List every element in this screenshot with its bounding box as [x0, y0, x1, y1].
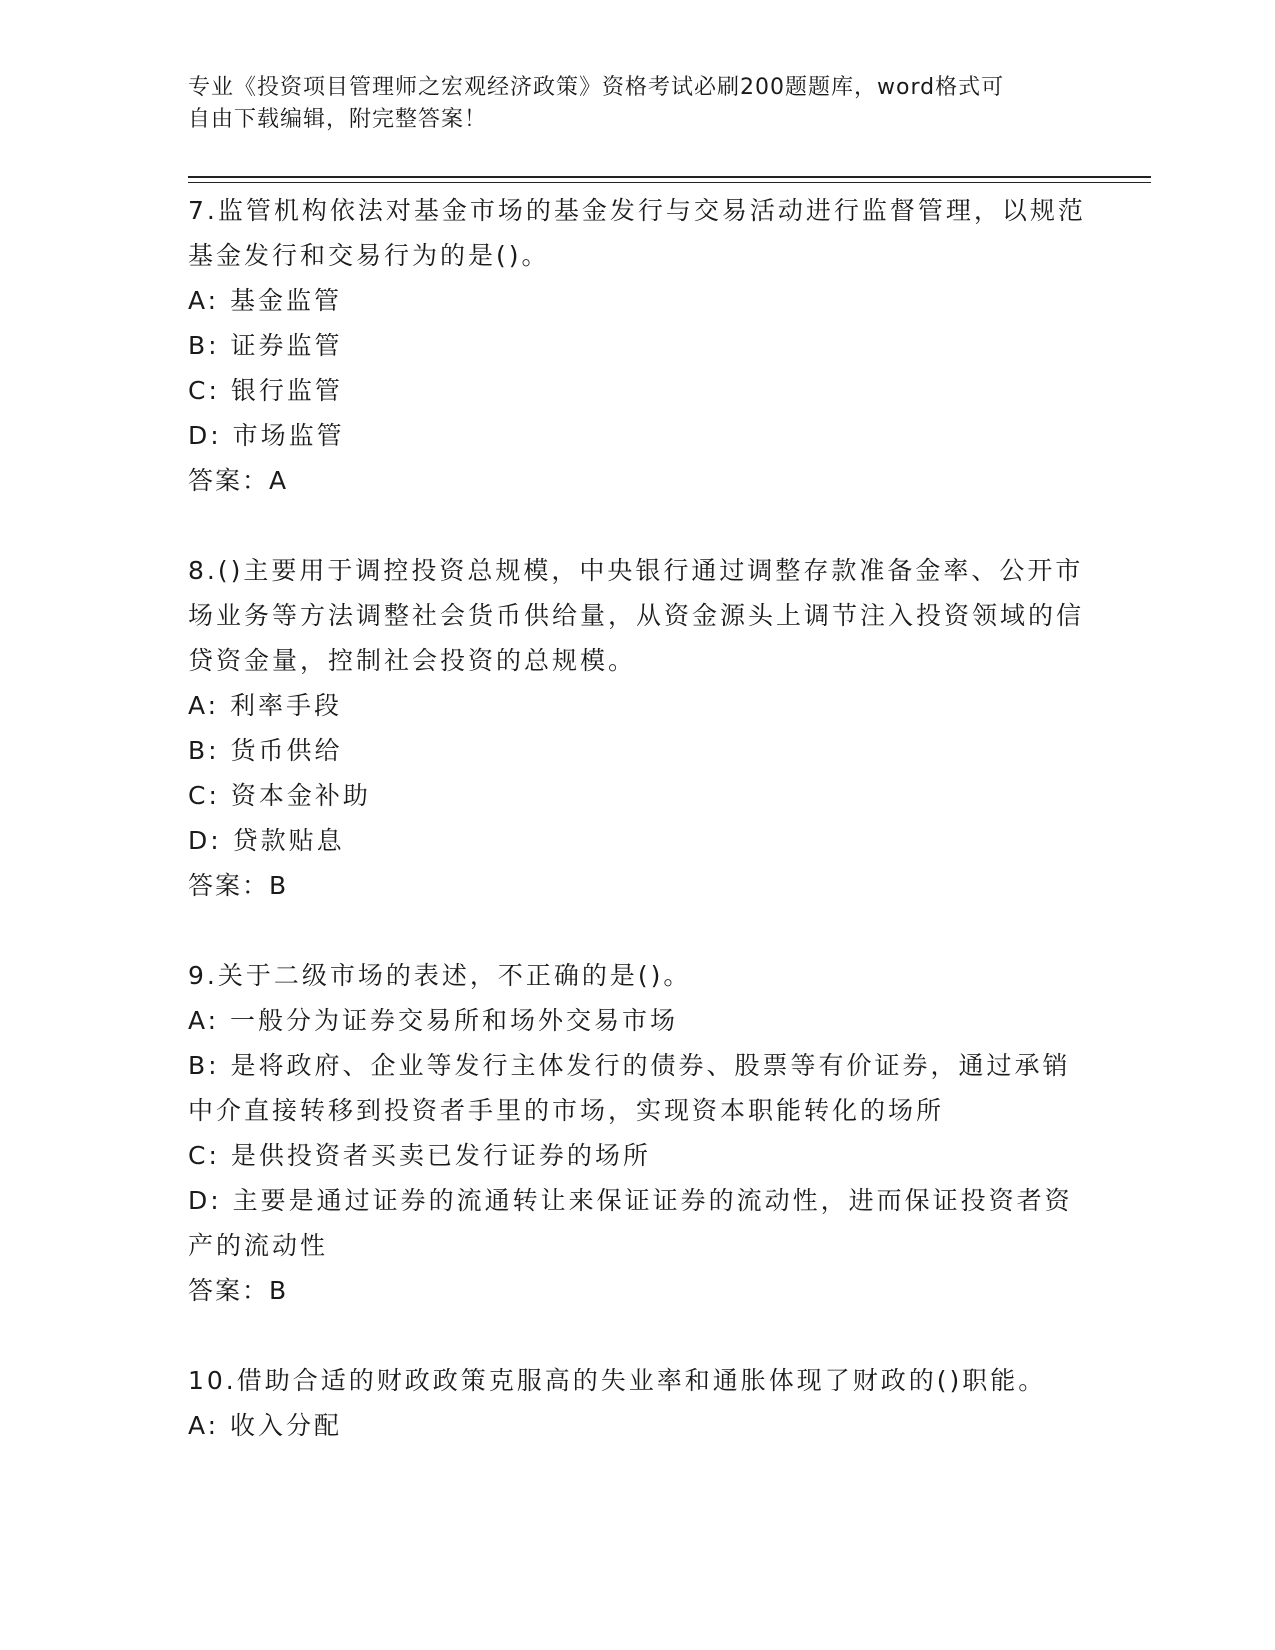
question-8 — [188, 548, 1088, 908]
question-7 — [188, 188, 1088, 503]
option-text: 证券监管 — [230, 331, 343, 360]
option-label: A: — [188, 1006, 220, 1035]
option-text: 一般分为证券交易所和场外交易市场 — [230, 1006, 679, 1035]
option-label: B: — [188, 1051, 220, 1080]
header-divider-thick — [188, 176, 1151, 178]
option-a — [188, 278, 1088, 323]
option-c — [188, 773, 1088, 818]
option-text: 主要是通过证券的流通转让来保证证券的流动性，进而保证投资者资产的流动性 — [188, 1186, 1073, 1260]
question-number: 9. — [188, 961, 218, 990]
option-b — [188, 728, 1088, 773]
option-a — [188, 998, 1088, 1043]
answer-value: B — [269, 871, 288, 900]
question-number: 10. — [188, 1366, 237, 1395]
option-label: A: — [188, 691, 220, 720]
option-text: 是供投资者买卖已发行证券的场所 — [230, 1141, 651, 1170]
option-b — [188, 323, 1088, 368]
option-label: B: — [188, 736, 220, 765]
question-list — [188, 188, 1088, 1448]
option-b — [188, 1043, 1088, 1133]
question-text: 借助合适的财政政策克服高的失业率和通胀体现了财政的()职能。 — [236, 1366, 1047, 1395]
option-label: C: — [188, 376, 220, 405]
answer-label: 答案： — [188, 1276, 270, 1305]
option-d — [188, 818, 1088, 863]
question-text: 监管机构依法对基金市场的基金发行与交易活动进行监督管理，以规范基金发行和交易行为的是()。 — [188, 196, 1086, 270]
question-stem — [188, 188, 1088, 278]
header-divider-thin — [188, 182, 1151, 183]
option-a — [188, 1403, 1088, 1448]
answer-label: 答案： — [188, 466, 270, 495]
option-label: A: — [188, 286, 220, 315]
option-label: D: — [188, 421, 222, 450]
question-number: 8. — [188, 556, 218, 585]
option-label: C: — [188, 781, 220, 810]
question-stem — [188, 1358, 1088, 1403]
option-c — [188, 368, 1088, 413]
option-a — [188, 683, 1088, 728]
option-label: D: — [188, 826, 222, 855]
option-text: 银行监管 — [230, 376, 343, 405]
option-text: 贷款贴息 — [232, 826, 345, 855]
option-label: D: — [188, 1186, 222, 1215]
answer-line — [188, 458, 1088, 503]
question-text: ()主要用于调控投资总规模，中央银行通过调整存款准备金率、公开市场业务等方法调整社会货币供给量，从资金源头上调节注入投资领域的信贷资金量，控制社会投资的总规模。 — [188, 556, 1085, 675]
option-d — [188, 1178, 1088, 1268]
answer-line — [188, 863, 1088, 908]
answer-line — [188, 1268, 1088, 1313]
answer-value: B — [269, 1276, 288, 1305]
header-line-1: 专业《投资项目管理师之宏观经济政策》资格考试必刷200题题库，word格式可 — [188, 75, 1005, 100]
option-text: 收入分配 — [230, 1411, 343, 1440]
option-d — [188, 413, 1088, 458]
question-stem — [188, 548, 1088, 683]
question-10 — [188, 1358, 1088, 1448]
header-line-2: 自由下载编辑，附完整答案！ — [188, 107, 488, 132]
option-label: A: — [188, 1411, 220, 1440]
answer-label: 答案： — [188, 871, 270, 900]
document-header — [188, 72, 1068, 136]
question-9 — [188, 953, 1088, 1313]
option-text: 利率手段 — [230, 691, 343, 720]
question-stem — [188, 953, 1088, 998]
question-number: 7. — [188, 196, 218, 225]
answer-value: A — [269, 466, 288, 495]
option-c — [188, 1133, 1088, 1178]
question-text: 关于二级市场的表述，不正确的是()。 — [217, 961, 692, 990]
option-label: C: — [188, 1141, 220, 1170]
option-text: 资本金补助 — [230, 781, 371, 810]
option-text: 基金监管 — [230, 286, 343, 315]
option-label: B: — [188, 331, 220, 360]
option-text: 是将政府、企业等发行主体发行的债券、股票等有价证券，通过承销中介直接转移到投资者手里的市场，实现资本职能转化的场所 — [188, 1051, 1071, 1125]
option-text: 货币供给 — [230, 736, 343, 765]
option-text: 市场监管 — [232, 421, 345, 450]
